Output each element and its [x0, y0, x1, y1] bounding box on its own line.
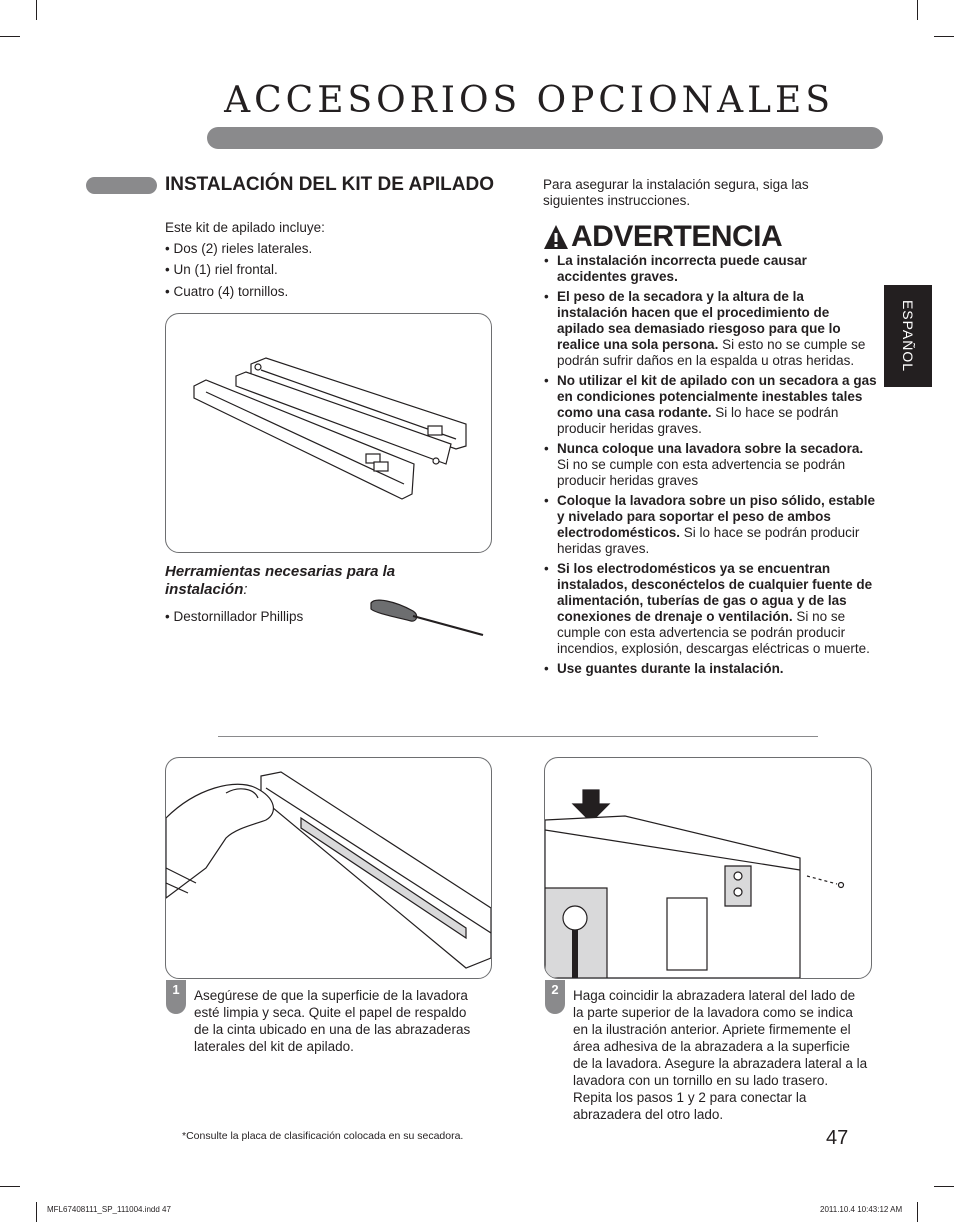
- tools-heading: [165, 563, 395, 599]
- kit-item: • Un (1) riel frontal.: [165, 262, 278, 277]
- warning-item: • No utilizar el kit de apilado con un secadora a gas en condiciones potencialmente inestables tales como una casa rodante. Si lo hace se podrán producir heridas graves.: [543, 373, 878, 437]
- crop-mark: [917, 1202, 918, 1222]
- warning-item: • Nunca coloque una lavadora sobre la secadora. Si no se cumple con esta advertencia se podrán producir heridas graves: [543, 441, 878, 489]
- page-number: 47: [826, 1127, 849, 1149]
- page-title: ACCESORIOS OPCIONALES: [224, 80, 834, 121]
- tool-item: • Destornillador Phillips: [165, 609, 304, 624]
- step2-illustration: [544, 757, 872, 979]
- warning-item: • La instalación incorrecta puede causar accidentes graves.: [543, 253, 878, 285]
- kit-item: • Cuatro (4) tornillos.: [165, 284, 289, 299]
- crop-mark: [36, 1202, 37, 1222]
- washer-top-drawing: [545, 758, 871, 978]
- crop-mark: [934, 1186, 954, 1187]
- warning-item: • Si los electrodomésticos ya se encuentran instalados, desconéctelos de cualquier fuente de alimentación, tuberías de gas o agua y de las conexiones de drenaje o ventilación. Si no se cumple con esta advertencia se podrán producir incendios, explosión, descargas eléctricas o muerte.: [543, 561, 878, 657]
- crop-mark: [0, 1186, 20, 1187]
- tools-heading-line: instalación:: [165, 581, 248, 598]
- kit-intro: Este kit de apilado incluye:: [165, 220, 325, 235]
- section-marker: [86, 177, 157, 194]
- safety-intro: Para asegurar la instalación segura, siga las siguientes instrucciones.: [543, 177, 809, 208]
- kit-illustration: [165, 313, 492, 553]
- step-text: Asegúrese de que la superficie de la lavadora esté limpia y seca. Quite el papel de respaldo de la cinta ubicado en una de las abrazaderas laterales del kit de apilado.: [194, 988, 471, 1054]
- tools-heading-line: Herramientas necesarias para la: [165, 563, 396, 580]
- warning-item: • Coloque la lavadora sobre un piso sólido, estable y nivelado para soportar el peso de ambos electrodomésticos. Si lo hace se podrán producir heridas graves.: [543, 493, 878, 557]
- crop-mark: [917, 0, 918, 20]
- print-footer-right: 2011.10.4 10:43:12 AM: [820, 1205, 903, 1214]
- title-bar: [207, 127, 883, 149]
- step1-illustration: [165, 757, 492, 979]
- screwdriver-icon: [365, 595, 490, 640]
- language-tab-label: ESPAÑOL: [900, 299, 916, 373]
- footnote: *Consulte la placa de clasificación colocada en su secadora.: [182, 1130, 464, 1142]
- warning-item: • El peso de la secadora y la altura de la instalación hacen que el procedimiento de apilado sea demasiado riesgoso para que lo realice una sola persona. Si esto no se cumple se podrán sufrir daños en la espalda u otras heridas.: [543, 289, 878, 369]
- step-number-badge: 1: [166, 980, 186, 1014]
- crop-mark: [934, 36, 954, 37]
- print-footer-left: MFL67408111_SP_111004.indd 47: [47, 1205, 171, 1214]
- warning-item: • Use guantes durante la instalación.: [543, 661, 878, 677]
- step-text: Haga coincidir la abrazadera lateral del lado de la parte superior de la lavadora como se indica en la ilustración anterior. Apriete firmemente el área adhesiva de la abrazadera a la superficie de la lavadora. Asegure la abrazadera lateral a la lavadora con un tornillo en su lado trasero. Repita los pasos 1 y 2 para conectar la abrazadera del otro lado.: [573, 988, 868, 1122]
- warning-list: [543, 253, 878, 681]
- rails-drawing: [166, 314, 491, 552]
- step-number-badge: 2: [545, 980, 565, 1014]
- divider: [218, 736, 818, 737]
- warning-icon: [543, 224, 569, 250]
- section-title: INSTALACIÓN DEL KIT DE APILADO: [165, 174, 494, 195]
- hand-bracket-drawing: [166, 758, 491, 978]
- crop-mark: [36, 0, 37, 20]
- warning-title: ADVERTENCIA: [571, 220, 783, 253]
- crop-mark: [0, 36, 20, 37]
- kit-item: • Dos (2) rieles laterales.: [165, 241, 313, 256]
- warning-heading: [543, 220, 782, 254]
- language-tab: [884, 285, 932, 387]
